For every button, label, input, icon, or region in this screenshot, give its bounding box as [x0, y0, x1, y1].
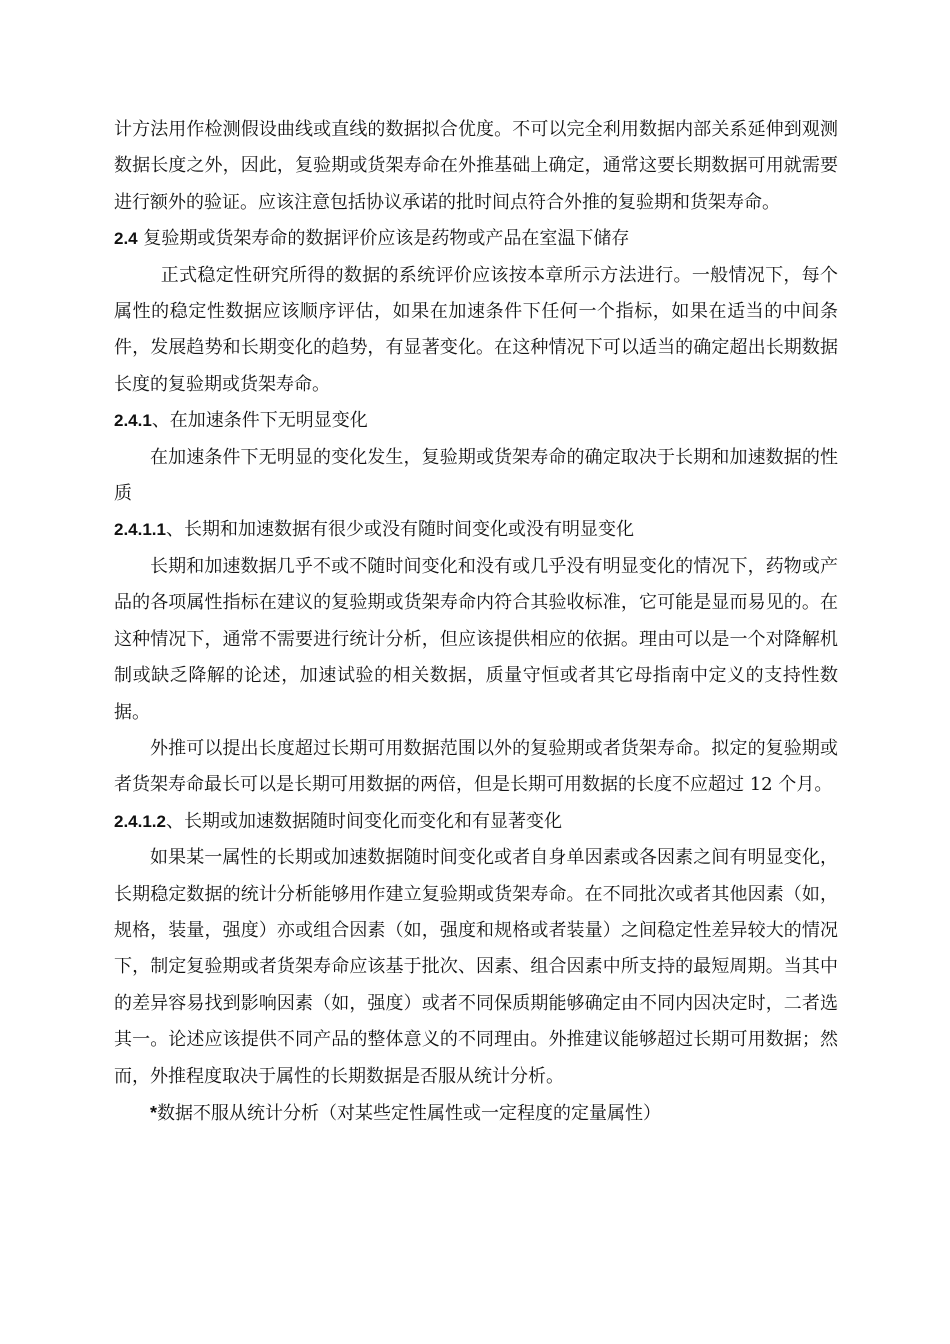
section-title: 、长期和加速数据有很少或没有随时间变化或没有明显变化: [166, 519, 634, 541]
section-number: 2.4: [114, 229, 138, 249]
section-heading-2-4-1-1: [114, 512, 838, 548]
paragraph-significant-change: 如果某一属性的长期或加速数据随时间变化或者自身单因素或各因素之间有明显变化，长期稳定数据的统计分析能够用作建立复验期或货架寿命。在不同批次或者其他因素（如，规格，装量，强度）亦或组合因素（如，强度和规格或者装量）之间稳定性差异较大的情况下，制定复验期或者货架寿命应该基于批次、因素、组合因素中所支持的最短周期。当其中的差异容易找到影响因素（如，强度）或者不同保质期能够确定由不同内因决定时，二者选其一。论述应该提供不同产品的整体意义的不同理由。外推建议能够超过长期可用数据；然而，外推程度取决于属性的长期数据是否服从统计分析。: [114, 847, 838, 1087]
section-title: 、在加速条件下无明显变化: [151, 410, 368, 432]
section-heading-2-4-1: [114, 403, 838, 439]
section-number: 2.4.1: [114, 411, 152, 431]
section-number: 2.4.1.2: [114, 811, 166, 831]
section-heading-2-4-1-2: [114, 804, 838, 840]
paragraph-no-change: 在加速条件下无明显的变化发生，复验期或货架寿命的确定取决于长期和加速数据的性质: [114, 446, 838, 505]
asterisk-marker: *: [150, 1102, 158, 1123]
section-heading-2-4: [114, 221, 838, 257]
paragraph-little-change: 长期和加速数据几乎不或不随时间变化和没有或几乎没有明显变化的情况下，药物或产品的各项属性指标在建议的复验期或货架寿命内符合其验收标准，它可能是显而易见的。在这种情况下，通常不需要进行统计分析，但应该提供相应的依据。理由可以是一个对降解机制或缺乏降解的论述，加速试验的相关数据，质量守恒或者其它母指南中定义的支持性数据。: [114, 555, 838, 723]
document-body: [114, 112, 838, 1132]
section-title: 、长期或加速数据随时间变化而变化和有显著变化: [166, 810, 562, 832]
paragraph-continuation: 计方法用作检测假设曲线或直线的数据拟合优度。不可以完全利用数据内部关系延伸到观测数据长度之外，因此，复验期或货架寿命在外推基础上确定，通常这要长期数据可用就需要进行额外的验证。应该注意包括协议承诺的批时间点符合外推的复验期和货架寿命。: [114, 119, 838, 213]
note-line: [114, 1095, 838, 1132]
section-number: 2.4.1.1: [114, 520, 166, 540]
paragraph-extrapolation: 外推可以提出长度超过长期可用数据范围以外的复验期或者货架寿命。拟定的复验期或者货架寿命最长可以是长期可用数据的两倍，但是长期可用数据的长度不应超过 12 个月。: [114, 737, 838, 796]
section-title: 复验期或货架寿命的数据评价应该是药物或产品在室温下储存: [137, 228, 630, 250]
note-text: 数据不服从统计分析（对某些定性属性或一定程度的定量属性）: [157, 1102, 662, 1124]
paragraph-evaluation: 正式稳定性研究所得的数据的系统评价应该按本章所示方法进行。一般情况下，每个属性的稳定性数据应该顺序评估，如果在加速条件下任何一个指标，如果在适当的中间条件，发展趋势和长期变化的趋势，有显著变化。在这种情况下可以适当的确定超出长期数据长度的复验期或货架寿命。: [114, 264, 838, 395]
